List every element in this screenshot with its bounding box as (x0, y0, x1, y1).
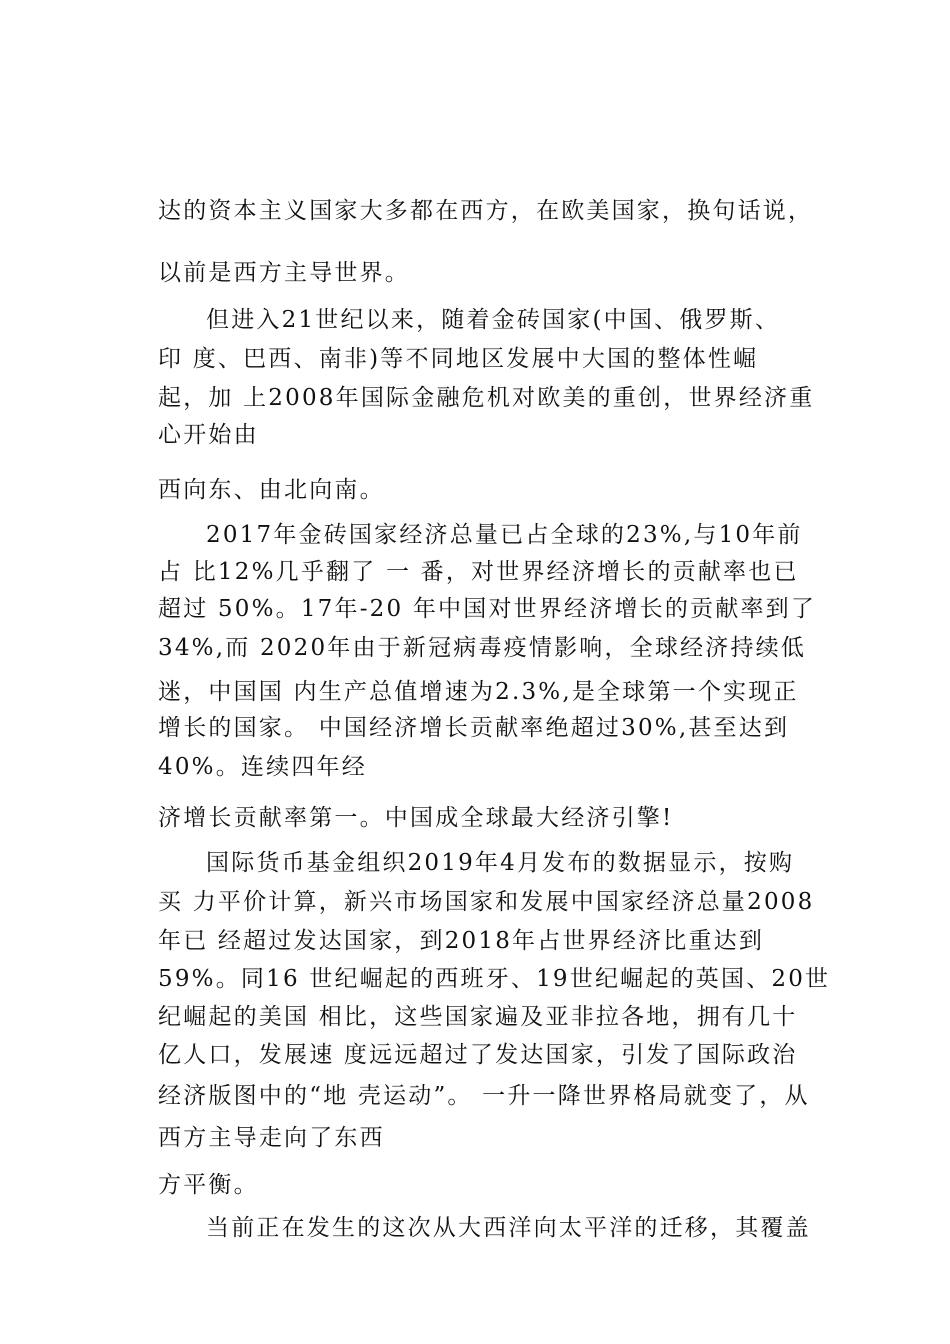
text-line: 起，加 上2008年国际金融危机对欧美的重创，世界经济重 (158, 385, 815, 411)
text-line: 以前是西方主导世界。 (158, 260, 410, 286)
text-line: 亿人口，发展速 度远远超过了发达国家，引发了国际政治 (158, 1042, 798, 1068)
paragraph-start: 2017年金砖国家经济总量已占全球的23%,与10年前 (206, 522, 803, 548)
text-line: 心开始由 (158, 422, 259, 448)
text-line: 济增长贡献率第一。中国成全球最大经济引擎! (158, 805, 674, 831)
text-line: 达的资本主义国家大多都在西方，在欧美国家，换句话说， (158, 198, 814, 224)
text-line: 纪崛起的美国 相比，这些国家遍及亚非拉各地，拥有几十 (158, 1004, 798, 1030)
text-line: 经济版图中的“地 壳运动”。 一升一降世界格局就变了，从 (158, 1083, 810, 1109)
text-line: 西方主导走向了东西 (158, 1125, 385, 1151)
text-line: 方平衡。 (158, 1172, 259, 1198)
paragraph-start: 国际货币基金组织2019年4月发布的数据显示，按购 (206, 850, 795, 876)
paragraph-start: 但进入21世纪以来，随着金砖国家(中国、俄罗斯、 (206, 307, 781, 333)
text-line: 增长的国家。 中国经济增长贡献率绝超过30%,甚至达到 (158, 715, 790, 741)
text-line: 买 力平价计算，新兴市场国家和发展中国家经济总量2008 (158, 889, 815, 915)
text-line: 40%。连续四年经 (158, 754, 367, 780)
text-line: 超过 50%。17年-20 年中国对世界经济增长的贡献率到了 (158, 596, 817, 622)
text-line: 34%,而 2020年由于新冠病毒疫情影响，全球经济持续低 (158, 635, 807, 661)
text-line: 西向东、由北向南。 (158, 477, 385, 503)
text-line: 年已 经超过发达国家，到2018年占世界经济比重达到 (158, 928, 765, 954)
text-line: 占 比12%几乎翻了 一 番，对世界经济增长的贡献率也已 (158, 559, 799, 585)
text-line: 印 度、巴西、南非)等不同地区发展中大国的整体性崛 (158, 346, 759, 372)
text-line: 59%。同16 世纪崛起的西班牙、19世纪崛起的英国、20世 (158, 966, 831, 992)
paragraph-start: 当前正在发生的这次从大西洋向太平洋的迁移，其覆盖 (206, 1215, 811, 1241)
text-line: 迷，中国国 内生产总值增速为2.3%,是全球第一个实现正 (158, 679, 799, 705)
